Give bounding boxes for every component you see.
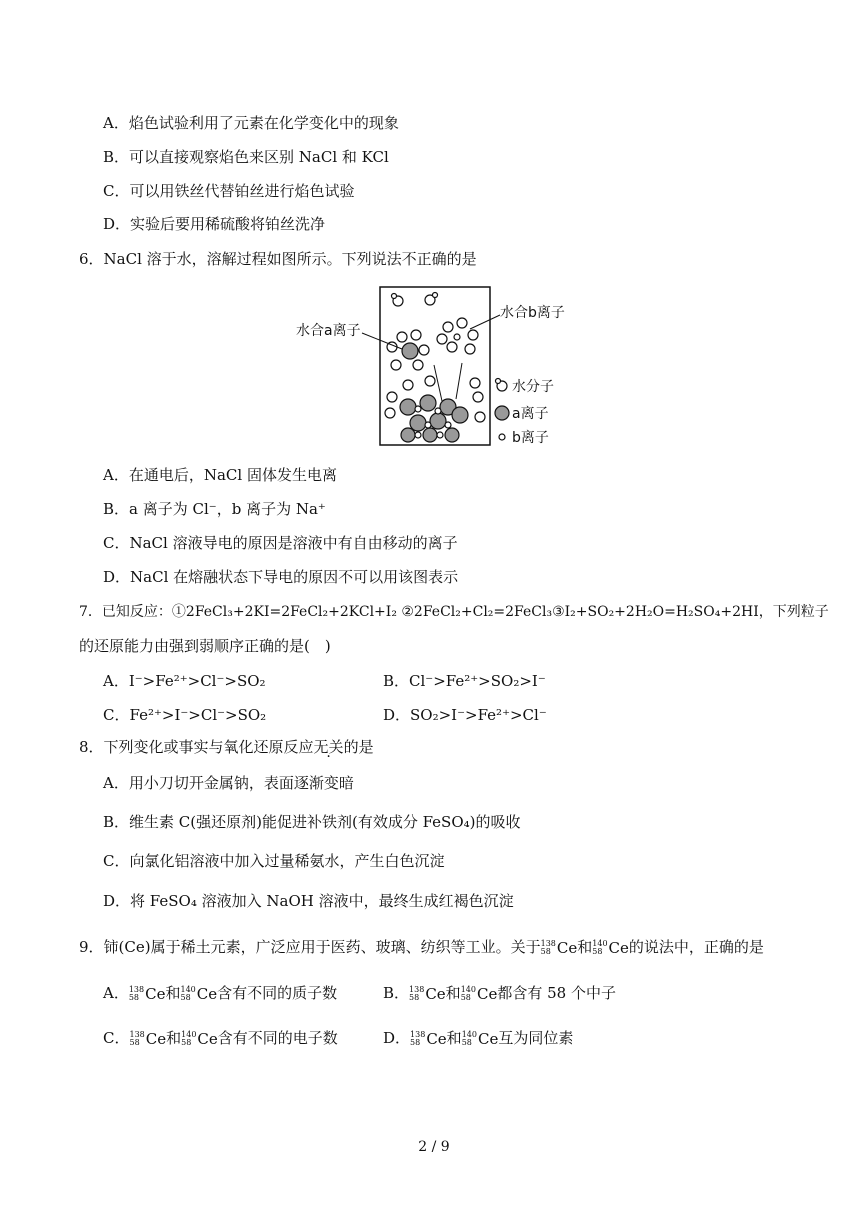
q5-option-d: D．实验后要用稀硫酸将铂丝洗净 bbox=[103, 215, 326, 233]
legend-b: b离子 bbox=[512, 430, 549, 446]
isotope-ce-140: 140 58 Ce bbox=[592, 939, 629, 957]
q7-stem-line1: 7．已知反应：①2FeCl₃+2KI=2FeCl₂+2KCl+I₂ ②2FeCl₂+Cl₂=2FeCl₃③I₂+SO₂+2H₂O=H₂SO₄+2HI，下列粒子 bbox=[79, 604, 829, 620]
q6-option-b: B．a 离子为 Cl⁻，b 离子为 Na⁺ bbox=[103, 500, 326, 518]
q7-option-a: A．I⁻>Fe²⁺>Cl⁻>SO₂ bbox=[103, 672, 266, 690]
page-number: 2 / 9 bbox=[418, 1139, 450, 1155]
q9-option-d: D． 138 58 Ce 和 140 58 Ce 互为同位素 bbox=[383, 1029, 574, 1048]
legend-a-icon bbox=[495, 406, 509, 420]
q6-option-d: D．NaCl 在熔融状态下导电的原因不可以用该图表示 bbox=[103, 568, 459, 586]
q9-option-a: A． 138 58 Ce 和 140 58 Ce 含有不同的质子数 bbox=[103, 984, 338, 1003]
q7-option-b: B．Cl⁻>Fe²⁺>SO₂>I⁻ bbox=[383, 672, 546, 690]
q8-option-d: D．将 FeSO₄ 溶液加入 NaOH 溶液中，最终生成红褐色沉淀 bbox=[103, 892, 514, 910]
hydrated-a-ion bbox=[402, 343, 418, 359]
legend-a: a离子 bbox=[512, 406, 549, 422]
q9-stem: 9．铈(Ce)属于稀土元素，广泛应用于医药、玻璃、纺织等工业。关于 138 58 Ce 和 140 58 Ce 的说法中，正确的是 bbox=[79, 938, 764, 957]
hydrated-b-ion bbox=[454, 334, 460, 340]
label-hydrated-a: 水合a离子 bbox=[296, 323, 361, 339]
q8-option-a: A．用小刀切开金属钠，表面逐渐变暗 bbox=[103, 774, 354, 792]
q8-stem: 8．下列变化或事实与氧化还原反应无关的是 bbox=[79, 738, 374, 756]
q9-option-b: B． 138 58 Ce 和 140 58 Ce 都含有 58 个中子 bbox=[383, 984, 616, 1003]
q9-option-c: C． 138 58 Ce 和 140 58 Ce 含有不同的电子数 bbox=[103, 1029, 338, 1048]
q7-option-d: D．SO₂>I⁻>Fe²⁺>Cl⁻ bbox=[383, 706, 547, 724]
pointer-b bbox=[470, 315, 500, 329]
q6-option-a: A．在通电后，NaCl 固体发生电离 bbox=[103, 466, 337, 484]
label-hydrated-b: 水合b离子 bbox=[500, 305, 565, 321]
nacl-crystal bbox=[400, 395, 468, 442]
emphasis-wuguan: 无关 bbox=[313, 738, 344, 756]
q7-stem-line2: 的还原能力由强到弱顺序正确的是( ) bbox=[79, 637, 331, 655]
legend-water: 水分子 bbox=[512, 379, 554, 395]
q6-stem: 6．NaCl 溶于水，溶解过程如图所示。下列说法不正确的是 bbox=[79, 250, 477, 268]
q5-option-b: B．可以直接观察焰色来区别 NaCl 和 KCl bbox=[103, 148, 389, 166]
q5-option-a: A．焰色试验利用了元素在化学变化中的现象 bbox=[103, 114, 399, 132]
q7-option-c: C．Fe²⁺>I⁻>Cl⁻>SO₂ bbox=[103, 706, 267, 724]
isotope-ce-138: 138 58 Ce bbox=[540, 939, 578, 957]
q8-option-c: C．向氯化铝溶液中加入过量稀氨水，产生白色沉淀 bbox=[103, 852, 445, 870]
q8-option-b: B．维生素 C(强还原剂)能促进补铁剂(有效成分 FeSO₄)的吸收 bbox=[103, 813, 521, 831]
nacl-dissolution-diagram bbox=[290, 285, 590, 450]
q5-option-c: C．可以用铁丝代替铂丝进行焰色试验 bbox=[103, 182, 355, 200]
q6-option-c: C．NaCl 溶液导电的原因是溶液中有自由移动的离子 bbox=[103, 534, 458, 552]
legend-b-icon bbox=[499, 434, 505, 440]
pointer-a bbox=[362, 333, 402, 349]
